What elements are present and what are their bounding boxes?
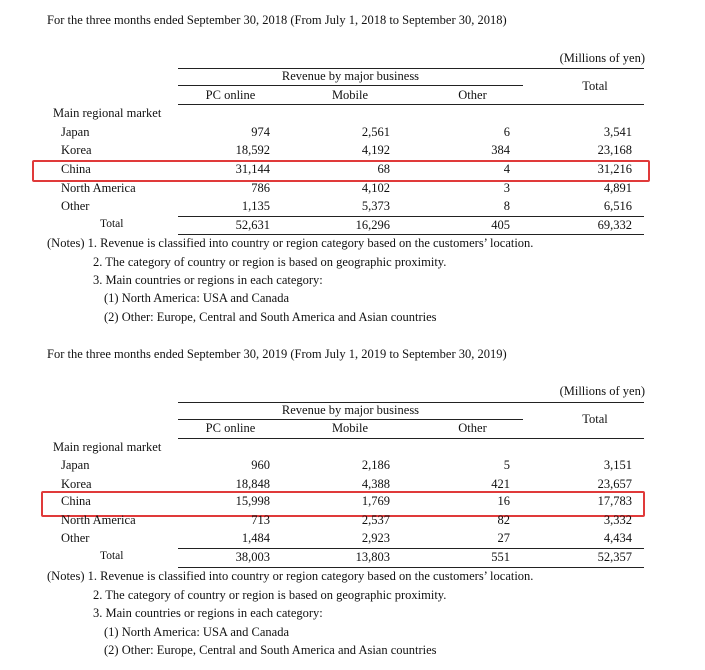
col-header-pc-online: PC online bbox=[205, 88, 256, 102]
cell-other: 405 bbox=[491, 218, 510, 232]
row-label: North America bbox=[61, 513, 136, 527]
note-line: 2. The category of country or region is based on geographic proximity. bbox=[93, 255, 447, 269]
cell-pc: 15,998 bbox=[235, 494, 270, 508]
header-bottom-rule bbox=[178, 104, 644, 105]
row-label: Other bbox=[61, 199, 90, 213]
cell-total: 3,151 bbox=[603, 458, 632, 472]
cell-other: 384 bbox=[491, 143, 510, 157]
cell-other: 6 bbox=[503, 125, 510, 139]
cell-pc: 1,135 bbox=[241, 199, 270, 213]
note-line: (2) Other: Europe, Central and South America and Asian countries bbox=[104, 310, 437, 324]
col-header-mobile: Mobile bbox=[331, 421, 369, 435]
note-line: (1) North America: USA and Canada bbox=[104, 625, 290, 639]
header-bottom-rule bbox=[178, 438, 644, 439]
note-line: (1) North America: USA and Canada bbox=[104, 291, 290, 305]
cell-pc: 1,484 bbox=[241, 531, 270, 545]
total-label: Total bbox=[100, 550, 124, 562]
cell-other: 421 bbox=[491, 477, 510, 491]
col-header-other: Other bbox=[458, 421, 487, 435]
cell-mobile: 4,192 bbox=[361, 143, 390, 157]
row-group-label: Main regional market bbox=[53, 440, 162, 454]
cell-total: 23,657 bbox=[597, 477, 632, 491]
row-group-label: Main regional market bbox=[53, 106, 162, 120]
group-header: Revenue by major business bbox=[281, 69, 420, 83]
unit-label: (Millions of yen) bbox=[559, 384, 645, 398]
unit-label: (Millions of yen) bbox=[559, 51, 645, 65]
cell-mobile: 5,373 bbox=[361, 199, 390, 213]
cell-pc: 713 bbox=[251, 513, 270, 527]
section-heading: For the three months ended September 30, 2019 (From July 1, 2019 to September 30, 2019) bbox=[47, 347, 507, 361]
row-label: Korea bbox=[61, 477, 92, 491]
cell-total: 6,516 bbox=[603, 199, 632, 213]
section-2019 bbox=[0, 334, 705, 670]
cell-pc: 974 bbox=[251, 125, 270, 139]
cell-mobile: 2,561 bbox=[361, 125, 390, 139]
row-label: Other bbox=[61, 531, 90, 545]
total-top-rule bbox=[178, 548, 644, 549]
cell-total: 31,216 bbox=[597, 162, 632, 176]
row-label: Japan bbox=[61, 125, 90, 139]
cell-total: 4,891 bbox=[603, 181, 632, 195]
row-label: North America bbox=[61, 181, 136, 195]
cell-pc: 18,592 bbox=[235, 143, 270, 157]
note-line: (2) Other: Europe, Central and South America and Asian countries bbox=[104, 643, 437, 657]
cell-mobile: 2,923 bbox=[361, 531, 390, 545]
cell-other: 8 bbox=[503, 199, 510, 213]
row-label: China bbox=[61, 494, 91, 508]
cell-total: 69,332 bbox=[597, 218, 632, 232]
cell-pc: 960 bbox=[251, 458, 270, 472]
cell-mobile: 2,537 bbox=[361, 513, 390, 527]
cell-other: 4 bbox=[503, 162, 510, 176]
cell-total: 4,434 bbox=[603, 531, 632, 545]
total-bottom-rule bbox=[178, 567, 644, 568]
cell-other: 3 bbox=[503, 181, 510, 195]
cell-pc: 31,144 bbox=[235, 162, 270, 176]
cell-pc: 52,631 bbox=[235, 218, 270, 232]
cell-mobile: 16,296 bbox=[355, 218, 390, 232]
note-line: (Notes) 1. Revenue is classified into country or region category based on the customers’ location. bbox=[47, 236, 534, 250]
col-header-mobile: Mobile bbox=[331, 88, 369, 102]
note-line: (Notes) 1. Revenue is classified into country or region category based on the customers’ location. bbox=[47, 569, 534, 583]
row-label: Korea bbox=[61, 143, 92, 157]
col-header-total: Total bbox=[582, 79, 608, 93]
cell-pc: 38,003 bbox=[235, 550, 270, 564]
col-header-total: Total bbox=[582, 412, 608, 426]
note-line: 3. Main countries or regions in each category: bbox=[93, 273, 323, 287]
cell-total: 23,168 bbox=[597, 143, 632, 157]
cell-mobile: 4,388 bbox=[361, 477, 390, 491]
row-label: Japan bbox=[61, 458, 90, 472]
cell-other: 5 bbox=[503, 458, 510, 472]
cell-total: 52,357 bbox=[597, 550, 632, 564]
group-header: Revenue by major business bbox=[281, 403, 420, 417]
note-line: 2. The category of country or region is based on geographic proximity. bbox=[93, 588, 447, 602]
cell-other: 16 bbox=[497, 494, 510, 508]
cell-pc: 786 bbox=[251, 181, 270, 195]
cell-mobile: 68 bbox=[377, 162, 390, 176]
cell-mobile: 1,769 bbox=[361, 494, 390, 508]
cell-mobile: 4,102 bbox=[361, 181, 390, 195]
cell-total: 3,541 bbox=[603, 125, 632, 139]
cell-pc: 18,848 bbox=[235, 477, 270, 491]
col-header-other: Other bbox=[458, 88, 487, 102]
note-line: 3. Main countries or regions in each category: bbox=[93, 606, 323, 620]
section-heading: For the three months ended September 30, 2018 (From July 1, 2018 to September 30, 2018) bbox=[47, 13, 507, 27]
total-bottom-rule bbox=[178, 234, 644, 235]
group-header-rule bbox=[178, 419, 523, 420]
group-header-rule bbox=[178, 85, 523, 86]
col-header-pc-online: PC online bbox=[205, 421, 256, 435]
total-top-rule bbox=[178, 216, 644, 217]
cell-other: 551 bbox=[491, 550, 510, 564]
cell-mobile: 2,186 bbox=[361, 458, 390, 472]
cell-total: 17,783 bbox=[597, 494, 632, 508]
total-label: Total bbox=[100, 218, 124, 230]
cell-mobile: 13,803 bbox=[355, 550, 390, 564]
cell-other: 82 bbox=[497, 513, 510, 527]
row-label: China bbox=[61, 162, 91, 176]
cell-other: 27 bbox=[497, 531, 510, 545]
cell-total: 3,332 bbox=[603, 513, 632, 527]
